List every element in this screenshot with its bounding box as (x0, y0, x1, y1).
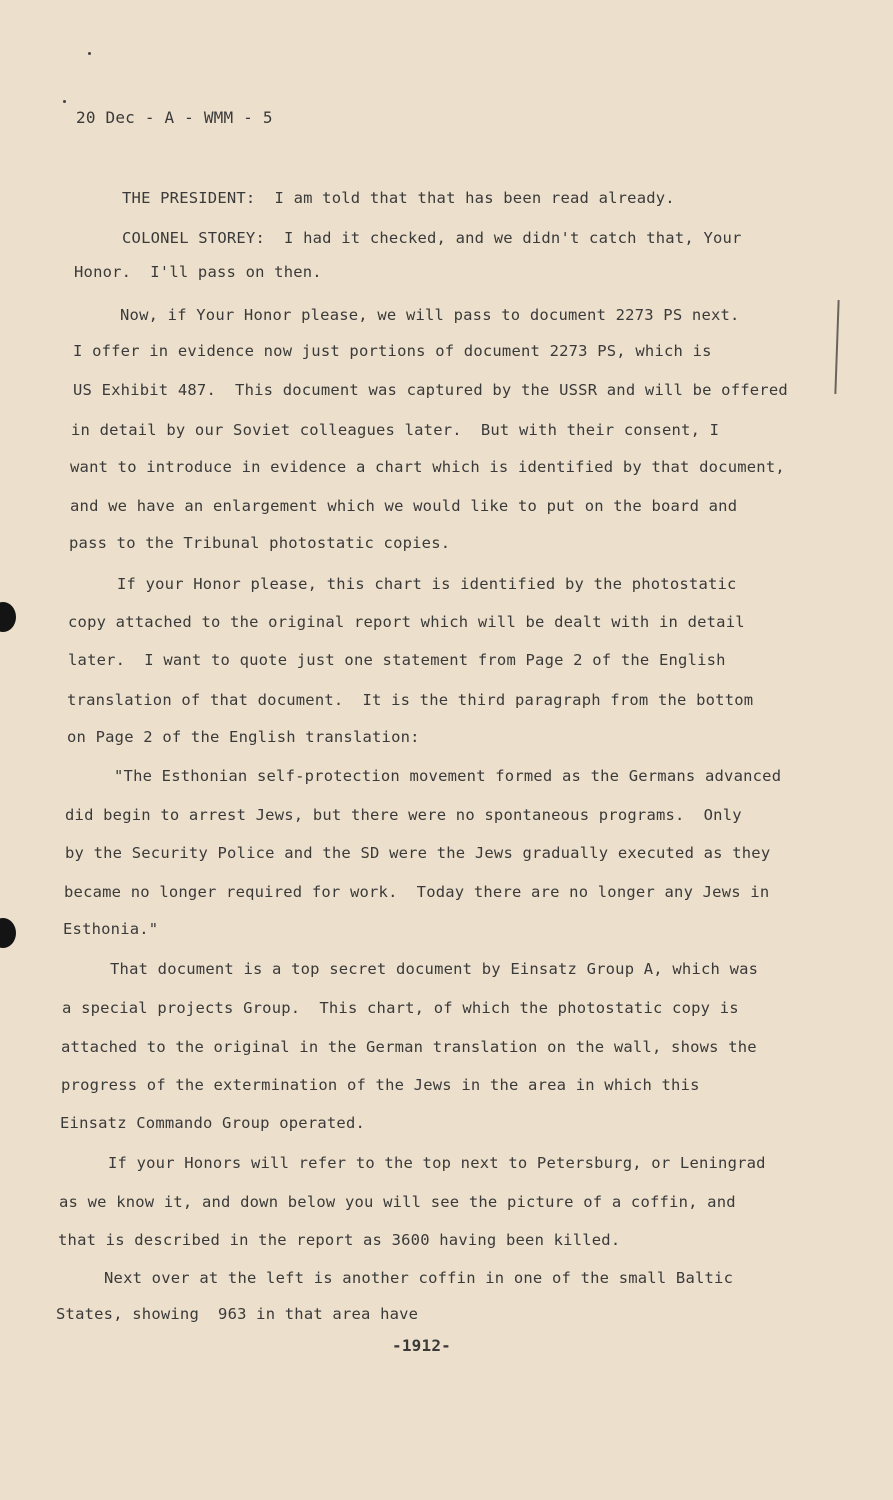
quote-line: "The Esthonian self-protection movement formed as the Germans advanced (114, 767, 782, 785)
text-line: COLONEL STOREY: I had it checked, and we didn't catch that, Your (122, 229, 742, 247)
quote-line: did begin to arrest Jews, but there were no spontaneous programs. Only (65, 806, 742, 824)
text-line: I offer in evidence now just portions of document 2273 PS, which is (73, 342, 712, 360)
margin-mark (834, 300, 839, 394)
text-line: later. I want to quote just one statement from Page 2 of the English (68, 651, 726, 669)
speck (88, 52, 91, 55)
text-line: pass to the Tribunal photostatic copies. (69, 534, 451, 552)
speck (63, 100, 66, 103)
quote-line: Esthonia." (63, 920, 159, 938)
binder-hole (0, 918, 16, 948)
text-line: want to introduce in evidence a chart which is identified by that document, (70, 458, 785, 476)
text-line: attached to the original in the German translation on the wall, shows the (61, 1038, 757, 1056)
page-number: -1912- (392, 1336, 451, 1355)
text-line: progress of the extermination of the Jews in the area in which this (61, 1076, 700, 1094)
text-line: Now, if Your Honor please, we will pass to document 2273 PS next. (120, 306, 740, 324)
text-line: US Exhibit 487. This document was captured by the USSR and will be offered (73, 381, 788, 399)
text-line: on Page 2 of the English translation: (67, 728, 420, 746)
text-line: If your Honors will refer to the top next to Petersburg, or Leningrad (108, 1154, 766, 1172)
text-line: Honor. I'll pass on then. (74, 263, 322, 281)
text-line: Einsatz Commando Group operated. (60, 1114, 366, 1132)
text-line: as we know it, and down below you will see the picture of a coffin, and (59, 1193, 736, 1211)
text-line: THE PRESIDENT: I am told that that has been read already. (122, 189, 675, 207)
text-line: a special projects Group. This chart, of which the photostatic copy is (62, 999, 739, 1017)
quote-line: by the Security Police and the SD were the Jews gradually executed as they (65, 844, 771, 862)
text-line: That document is a top secret document by Einsatz Group A, which was (110, 960, 759, 978)
text-line: copy attached to the original report which will be dealt with in detail (68, 613, 745, 631)
text-line: If your Honor please, this chart is identified by the photostatic (117, 575, 737, 593)
text-line: Next over at the left is another coffin in one of the small Baltic (104, 1269, 734, 1287)
quote-line: became no longer required for work. Today there are no longer any Jews in (64, 883, 770, 901)
text-line: States, showing 963 in that area have (56, 1305, 419, 1323)
text-line: that is described in the report as 3600 having been killed. (58, 1231, 621, 1249)
binder-hole (0, 602, 16, 632)
text-line: in detail by our Soviet colleagues later. But with their consent, I (71, 421, 720, 439)
text-line: translation of that document. It is the third paragraph from the bottom (67, 691, 754, 709)
text-line: and we have an enlargement which we would like to put on the board and (70, 497, 738, 515)
page-header: 20 Dec - A - WMM - 5 (76, 108, 273, 127)
